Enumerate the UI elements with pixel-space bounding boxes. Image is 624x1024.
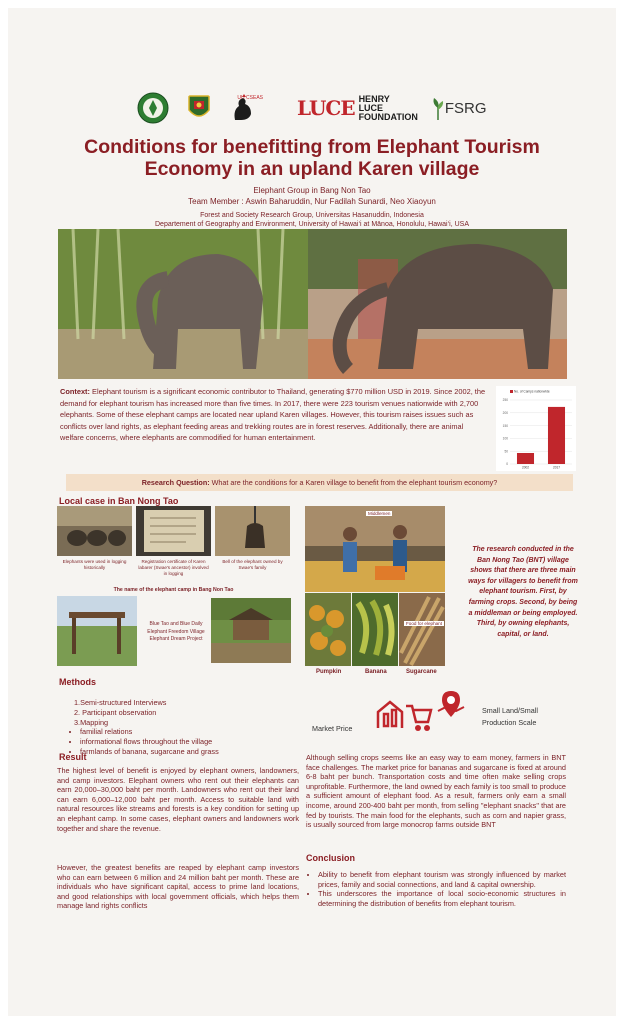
small-land-line2: Production Scale: [482, 718, 537, 727]
conclusion-bullet: • This underscores the importance of local socio-economic structures in determining the distribution of benefits from elephant tourism.: [318, 889, 566, 908]
affiliation-2: Departement of Geography and Environment, University of Hawai‘i at Mānoa, Honolulu, Hawai‘i, USA: [155, 221, 469, 228]
banana-photo: [352, 593, 398, 666]
small-land-line1: Small Land/Small: [482, 706, 538, 715]
chart-legend-swatch: [510, 390, 513, 393]
chart-ytick-label: 250: [502, 398, 508, 403]
conclusion-heading: Conclusion: [306, 853, 355, 863]
chart-ytick-label: 100: [502, 436, 508, 441]
camp-names: Blue Tao and Blue Daily Elephant Freedom Village Elephant Dream Project: [147, 621, 205, 642]
certificate-photo: [136, 506, 211, 556]
sprout-icon: [432, 96, 444, 120]
camp-gate-photo: [57, 596, 137, 666]
camp-hut-photo: [211, 598, 291, 663]
fsrg-text: FSRG: [444, 99, 487, 117]
market-price-label: Market Price: [312, 724, 353, 733]
luce-logo: [297, 95, 418, 122]
logging-photo: [57, 506, 132, 556]
group-name: Elephant Group in Bang Non Tao: [253, 186, 371, 195]
research-question: [66, 474, 573, 491]
poster: [8, 8, 616, 1016]
crops-paragraph: Although selling crops seems like an easy way to earn money, farmers in BNT face challenges. The market price for bananas and sugarcane is fixed at around 6-8 baht per bunch. Transportation costs and time often make selling crops unprofitable. Furthermore, the land owned by each family is too small to produce a sufficient amount of elephant food. As a result, farmers only earn a small income, around 200-400 baht per month, from selling "elephant snacks" that are fed by tourists. The main food for the elephants, such as corn and napier grass, is usually sourced from large monocrop farms outside BNT: [306, 753, 566, 830]
sugarcane-photo: [399, 593, 445, 666]
market-cart-icon: [376, 698, 434, 734]
result-heading: Result: [59, 752, 87, 762]
chart-xtick-label: 2017: [552, 465, 561, 470]
methods-heading: Methods: [59, 677, 96, 687]
middlemen-label: Middlemen: [368, 511, 391, 516]
context-section: [60, 386, 488, 444]
caption-bell: Bell of the elephant owned by Swae's family: [222, 559, 283, 570]
rq-label: Research Question:: [141, 478, 210, 487]
chart-bar: [548, 407, 565, 464]
caption-logging: Elephants were used in logging historically: [62, 559, 127, 570]
luce-line2: LUCE: [358, 102, 384, 113]
title-line1: Conditions for benefitting from Elephant Tourism: [84, 136, 540, 158]
hero-elephant-photo: [58, 229, 567, 379]
method-item: 1.Semi-structured Interviews: [74, 698, 167, 707]
method-bullet: • familial relations: [80, 727, 304, 737]
land-map-icon: [436, 689, 466, 719]
logo-row: [8, 88, 616, 128]
poster-title: [8, 136, 616, 180]
result-p1: The highest level of benefit is enjoyed by elephant owners, landowners, and camp investors. Elephant owners who rent out their elephants can earn 20,000–30,000 baht per month. Landowners who rent out their land can earn 6,000–12,000 baht per month. Access to suitable land with natural resources like streams and forests is a key condition for setting up an elephant camp. In some cases, elephant owners and landowners work together and share the revenue.: [57, 766, 299, 833]
food-label: Food for elephant: [406, 621, 443, 626]
methods-list: [74, 698, 304, 757]
chart-bar: [517, 453, 534, 464]
small-land-label: [482, 705, 538, 729]
context-text: Elephant tourism is a significant economic contributor to Thailand, generating $770 million USD in 2019. Since 2002, the demand for elephant tourism has increased more than five times. In 2017, there were 223 tourism venues nationwide with 2,700 elephants. Some of these elephant camps are located near upland Karen villages. However, this tourism raises issues such as conflicts over land rights, as elephant feeding areas and trekking routes are in forest reserves. Additionally, there are animal welfare concerns, where elephants are commodified for human entertainment.: [60, 387, 486, 443]
luce-line3: FOUNDATION: [358, 111, 418, 122]
result-p2: However, the greatest benefits are reaped by elephant camp investors who can earn between 6 million and 24 million baht per month. These are individuals who have significant capital, access to prime land locations, and good relationships with local government officials, which helps them manage land rights conflicts: [57, 863, 299, 911]
luce-line1: HENRY: [358, 93, 390, 104]
sugarcane-label: Sugarcane: [406, 669, 437, 675]
camp-heading: The name of the elephant camp in Bang Non Tao: [113, 587, 234, 593]
team-members: Team Member : Aswin Baharuddin, Nur Fadilah Sunardi, Neo Xiaoyun: [188, 196, 436, 206]
conclusion-list: [306, 870, 566, 908]
pumpkin-label: Pumpkin: [316, 669, 342, 675]
luce-mark: LUCE: [296, 96, 355, 120]
caption-certificate: Registration certificate of Karen labarer (Swae's ancestor) involved in logging: [138, 559, 209, 576]
method-bullet: • farmlands of banana, sugarcane and grass: [80, 747, 304, 757]
uhcseas-logo: [229, 92, 283, 124]
chart-ytick-label: 0: [506, 462, 508, 467]
affiliations: [8, 211, 616, 229]
chart-xtick-label: 2002: [521, 465, 530, 470]
camps-chart-svg: [496, 386, 576, 471]
method-item: 2. Participant observation: [74, 707, 157, 717]
method-item: 3.Mapping: [74, 717, 109, 727]
local-case-heading: Local case in Ban Nong Tao: [59, 496, 179, 506]
title-line2: Economy in an upland Karen village: [144, 158, 480, 180]
pumpkin-photo: [305, 593, 351, 666]
hasanuddin-logo: [137, 92, 169, 124]
chart-ytick-label: 150: [502, 423, 508, 428]
context-label: Context:: [60, 387, 90, 396]
affiliation-1: Forest and Society Research Group, Universitas Hasanuddin, Indonesia: [200, 212, 424, 219]
camps-chart: [496, 386, 576, 471]
middlemen-photo: [305, 506, 445, 592]
chart-ytick-label: 50: [504, 449, 508, 454]
bell-photo: [215, 506, 290, 556]
chart-ytick-label: 200: [502, 411, 508, 415]
method-bullet: • informational flows throughout the village: [80, 737, 304, 747]
rq-text: What are the conditions for a Karen village to benefit from the elephant tourism economy?: [211, 478, 498, 487]
uhcseas-text: UH CSEAS: [237, 95, 263, 101]
banana-label: Banana: [365, 669, 387, 675]
research-note: The research conducted in the Ban Nong Tao (BNT) village shows that there are three main ways for villagers to benefit from elephant tourism. First, by farming crops. Second, by being a middleman or being employed. Third, by owning elephants, capital, or land.: [468, 546, 578, 638]
header-info: [8, 186, 616, 207]
crest-logo: [183, 92, 215, 124]
fsrg-logo: [432, 96, 487, 120]
chart-legend-label: No. of Camps nationwide: [514, 389, 550, 394]
conclusion-bullet: • Ability to benefit from elephant tourism was strongly influenced by market prices, family and social connections, and land & capital ownership.: [318, 870, 566, 889]
